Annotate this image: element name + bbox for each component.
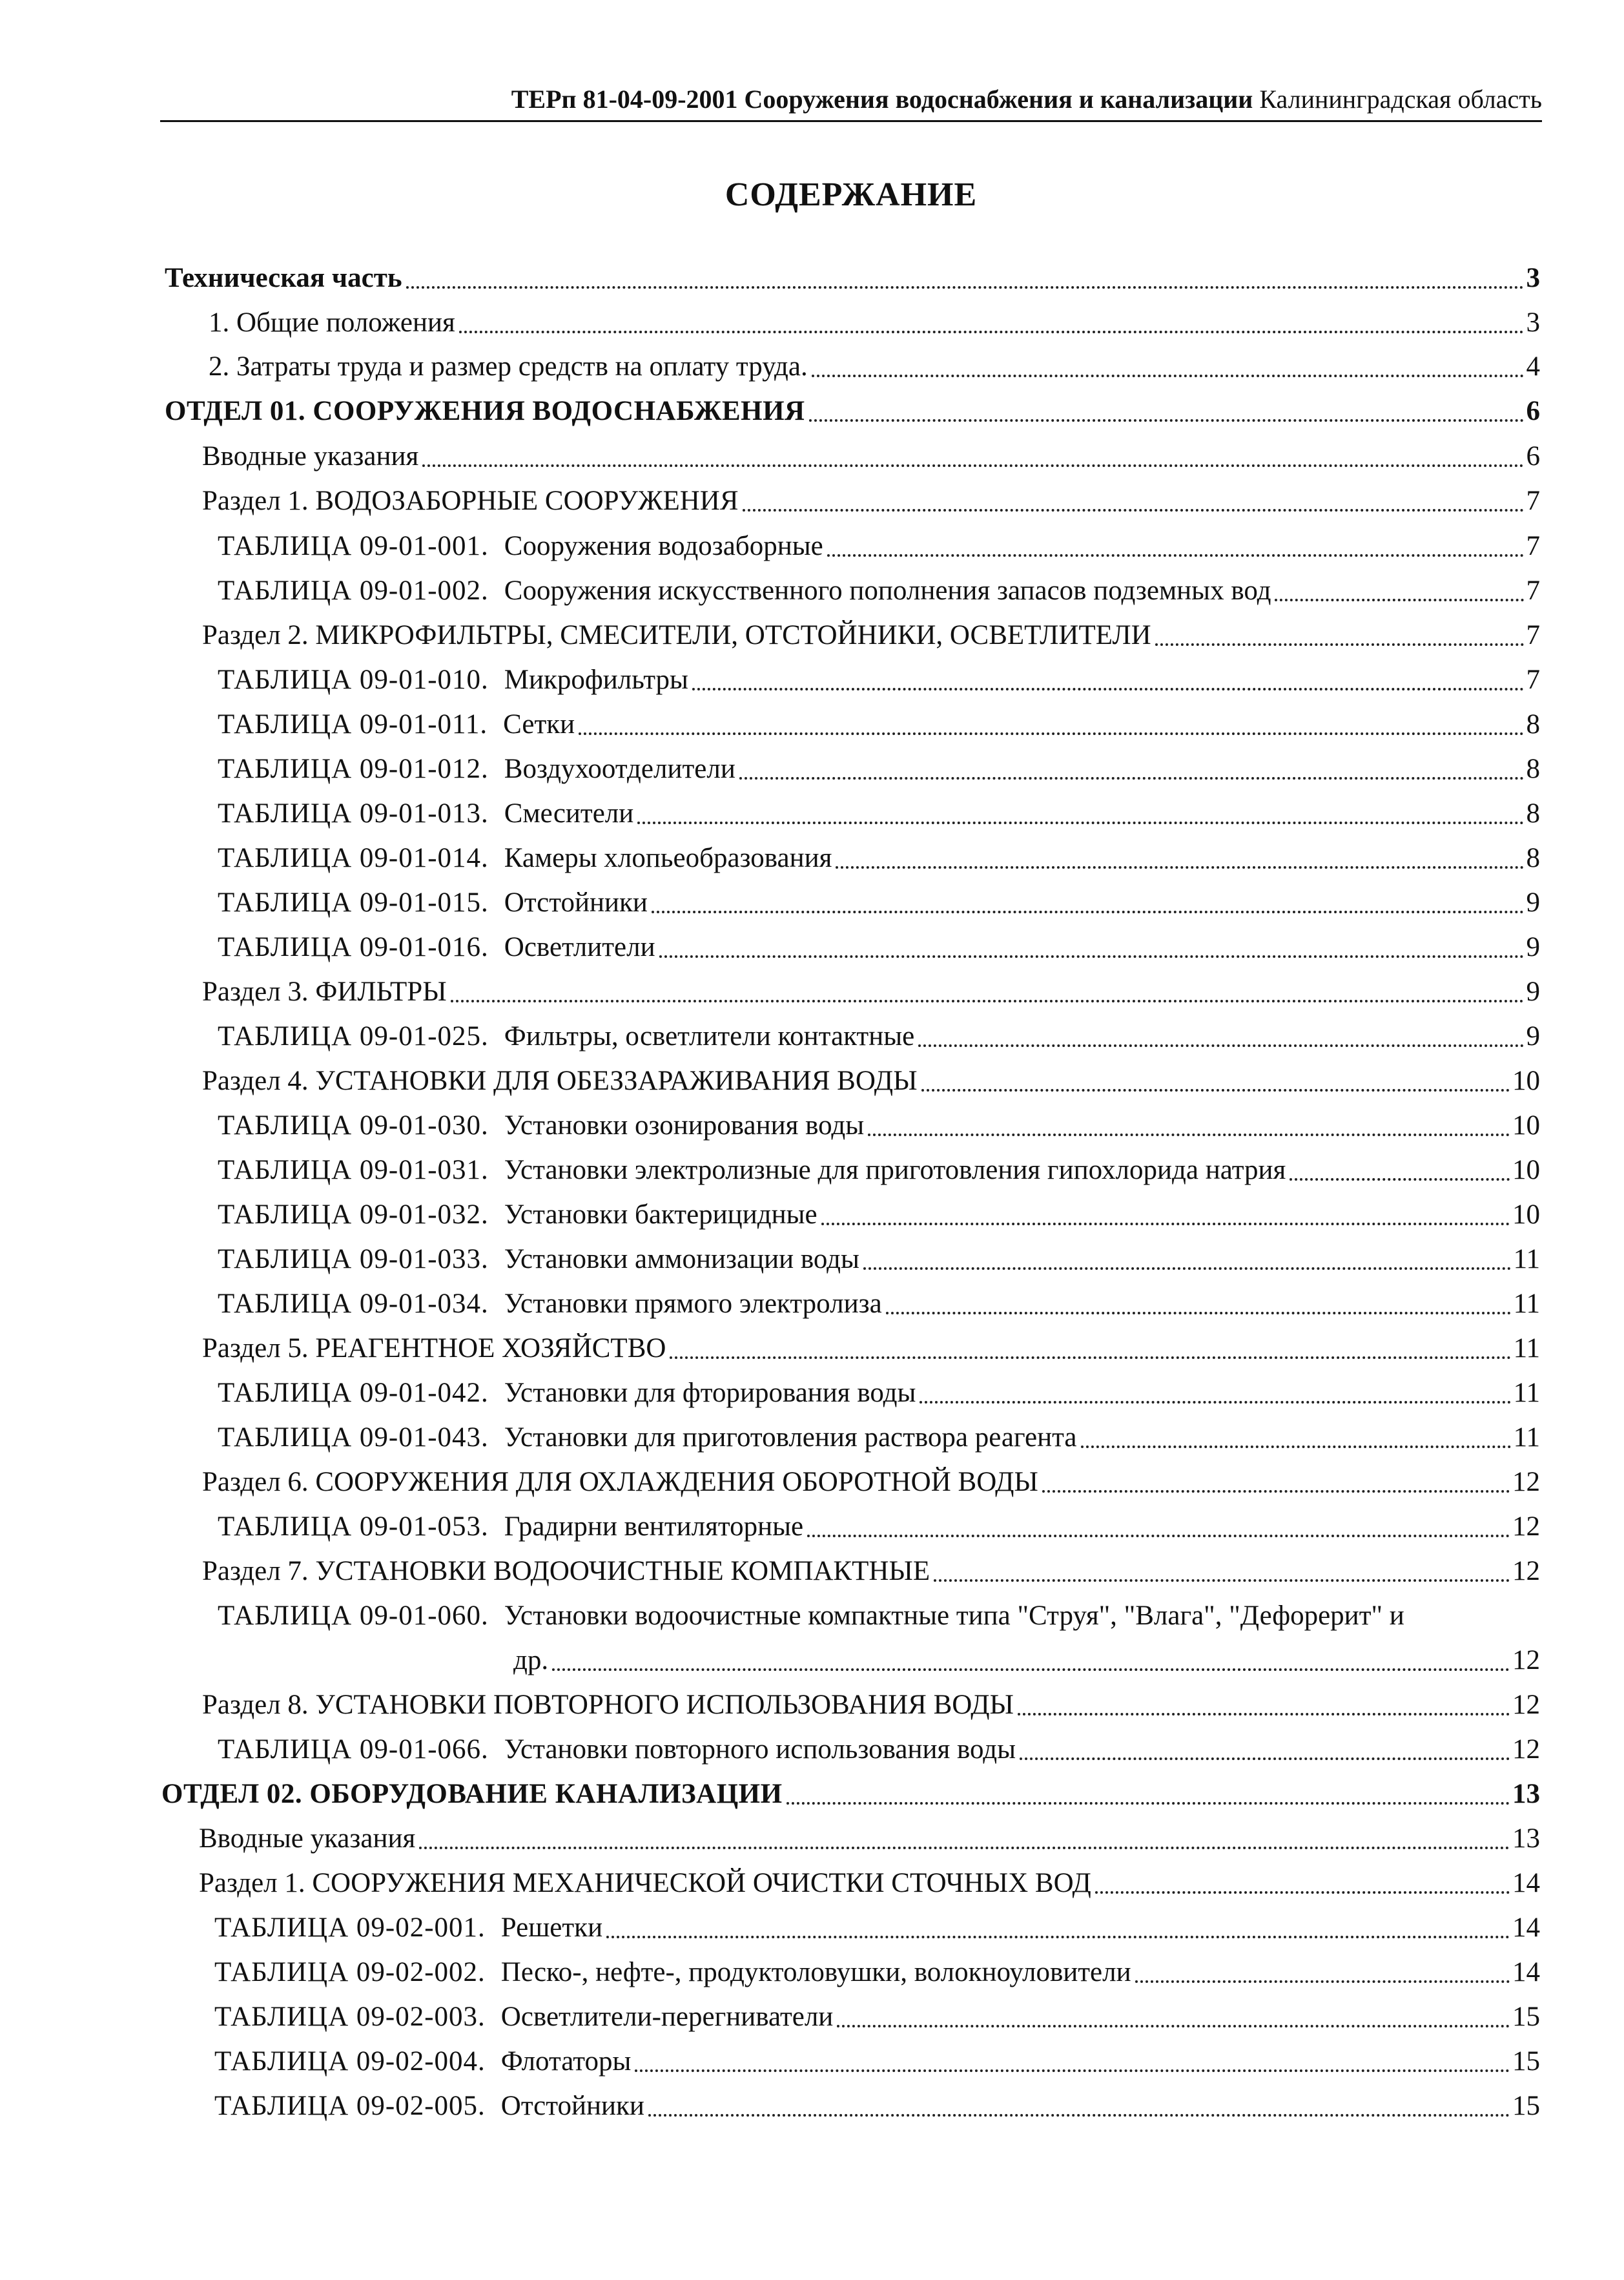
toc-entry[interactable]: [202, 439, 1540, 476]
toc-entry-code: ТАБЛИЦА 09-01-013.: [218, 798, 489, 829]
dot-leader: [648, 2114, 1510, 2117]
toc-entry-table[interactable]: [214, 1999, 1540, 2036]
dot-leader: [827, 554, 1524, 557]
toc-entry-page: 11: [1513, 1333, 1540, 1363]
toc-entry-table[interactable]: [218, 1509, 1540, 1546]
dot-leader: [1290, 1178, 1510, 1181]
toc-entry-department-01[interactable]: [165, 393, 1540, 431]
toc-entry-label: Градирни вентиляторные: [504, 1511, 804, 1542]
dot-leader: [920, 1401, 1510, 1404]
dot-leader: [1155, 643, 1524, 646]
toc-entry-page: 4: [1526, 351, 1540, 382]
dot-leader: [868, 1134, 1510, 1136]
toc-entry-label: Раздел 5. РЕАГЕНТНОЕ ХОЗЯЙСТВО: [202, 1333, 666, 1363]
toc-entry-table[interactable]: [218, 1152, 1540, 1190]
toc-entry-label: Микрофильтры: [504, 665, 688, 695]
toc-entry-code: ТАБЛИЦА 09-01-030.: [218, 1110, 489, 1141]
toc-entry-section[interactable]: [202, 483, 1540, 521]
toc-entry-label-continuation: др.: [513, 1645, 549, 1675]
toc-entry-code: ТАБЛИЦА 09-01-034.: [218, 1289, 489, 1319]
toc-entry-page: 15: [1512, 2046, 1540, 2077]
dot-leader: [934, 1579, 1510, 1582]
dot-leader: [606, 1936, 1510, 1938]
toc-entry-code: ТАБЛИЦА 09-02-004.: [214, 2046, 486, 2077]
toc-entry-label: Сооружения водозаборные: [504, 531, 823, 561]
toc-entry-label: Камеры хлопьеобразования: [504, 843, 832, 873]
toc-entry-page: 11: [1513, 1244, 1540, 1274]
toc-entry-section[interactable]: [202, 1687, 1540, 1725]
toc-entry-page: 7: [1526, 531, 1540, 561]
toc-entry-page: 14: [1512, 1868, 1540, 1898]
toc-entry-code: ТАБЛИЦА 09-01-031.: [218, 1155, 489, 1185]
toc-entry-label: Вводные указания: [202, 441, 419, 472]
toc-entry-table[interactable]: [218, 1420, 1540, 1457]
header-code-title: ТЕРп 81-04-09-2001 Сооружения водоснабжения и канализации: [511, 85, 1253, 114]
toc-entry-label: Раздел 8. УСТАНОВКИ ПОВТОРНОГО ИСПОЛЬЗОВАНИЯ ВОДЫ: [202, 1690, 1014, 1720]
toc-entry-page: 9: [1526, 887, 1540, 918]
toc-entry-page: 8: [1526, 798, 1540, 829]
toc-entry-label: Решетки: [500, 1912, 603, 1943]
toc-entry-label: Отстойники: [500, 2091, 644, 2121]
toc-entry-page: 11: [1513, 1289, 1540, 1319]
dot-leader: [579, 732, 1523, 735]
toc-entry-table[interactable]: [214, 2044, 1540, 2081]
toc-entry-page: 13: [1512, 1779, 1540, 1809]
toc-entry-label: Раздел 1. ВОДОЗАБОРНЫЕ СООРУЖЕНИЯ: [202, 486, 739, 516]
toc-entry-label: Фильтры, осветлители контактные: [504, 1021, 915, 1052]
dot-leader: [1020, 1757, 1510, 1760]
dot-leader: [921, 1089, 1510, 1092]
toc-entry-page: 9: [1526, 1021, 1540, 1052]
dot-leader: [406, 286, 1524, 289]
toc-entry-page: 10: [1512, 1155, 1540, 1185]
dot-leader: [807, 1535, 1510, 1537]
toc-entry-label: Установки водоочистные компактные типа "Струя", "Влага", "Дефорерит" и: [504, 1601, 1404, 1631]
toc-entry-code: ТАБЛИЦА 09-01-012.: [218, 754, 489, 784]
dot-leader: [652, 911, 1524, 913]
dot-leader: [821, 1223, 1510, 1225]
dot-leader: [809, 419, 1524, 422]
toc-entry-page: 8: [1526, 709, 1540, 740]
dot-leader: [552, 1668, 1510, 1671]
toc-entry-page: 14: [1512, 1912, 1540, 1943]
toc-entry-table[interactable]: [214, 2088, 1540, 2126]
dot-leader: [659, 955, 1524, 958]
toc-entry-page: 7: [1526, 620, 1540, 650]
toc-entry-code: ТАБЛИЦА 09-01-016.: [218, 932, 489, 962]
toc-entry-label: ОТДЕЛ 02. ОБОРУДОВАНИЕ КАНАЛИЗАЦИИ: [161, 1779, 783, 1809]
toc-entry-page: 3: [1526, 263, 1540, 293]
toc-entry-section[interactable]: [202, 1464, 1540, 1502]
toc-entry-label: Раздел 2. МИКРОФИЛЬТРЫ, СМЕСИТЕЛИ, ОТСТОЙНИКИ, ОСВЕТЛИТЕЛИ: [202, 620, 1151, 650]
toc-entry-label: Воздухоотделители: [504, 754, 735, 784]
toc-entry-label: Осветлители: [504, 932, 655, 962]
toc-entry-code: ТАБЛИЦА 09-01-060.: [218, 1601, 489, 1631]
toc-entry-label: Смесители: [504, 798, 634, 829]
dot-leader: [743, 509, 1524, 512]
toc-entry[interactable]: [199, 1821, 1540, 1858]
toc-entry-page: 12: [1512, 1511, 1540, 1542]
toc-entry-page: 9: [1526, 977, 1540, 1007]
toc-entry-table[interactable]: [218, 1598, 1540, 1635]
toc-entry-table[interactable]: [218, 796, 1540, 833]
toc-entry-code: ТАБЛИЦА 09-02-002.: [214, 1957, 486, 1987]
toc-entry-section[interactable]: [202, 617, 1540, 655]
toc-entry-label: Раздел 4. УСТАНОВКИ ДЛЯ ОБЕЗЗАРАЖИВАНИЯ ВОДЫ: [202, 1066, 918, 1096]
toc-entry-code: ТАБЛИЦА 09-01-010.: [218, 665, 489, 695]
toc-entry-label: Сооружения искусственного пополнения запасов подземных вод: [504, 575, 1271, 606]
dot-leader: [863, 1267, 1511, 1270]
dot-leader: [1042, 1490, 1510, 1493]
dot-leader: [1081, 1446, 1511, 1448]
toc-entry-table[interactable]: [218, 751, 1540, 789]
toc-entry-department-02[interactable]: [161, 1776, 1540, 1814]
dot-leader: [422, 464, 1523, 467]
toc-entry-label: Установки озонирования воды: [504, 1110, 865, 1141]
toc-entry-page: 10: [1512, 1066, 1540, 1096]
toc-entry-code: ТАБЛИЦА 09-01-002.: [218, 575, 489, 606]
toc-entry-table[interactable]: [218, 1019, 1540, 1056]
toc-entry-page: 12: [1512, 1690, 1540, 1720]
dot-leader: [670, 1356, 1510, 1359]
toc-entry-label: ОТДЕЛ 01. СООРУЖЕНИЯ ВОДОСНАБЖЕНИЯ: [165, 396, 805, 426]
toc-entry-label: Установки бактерицидные: [504, 1199, 817, 1230]
toc-entry-code: ТАБЛИЦА 09-01-015.: [218, 887, 489, 918]
dot-leader: [836, 866, 1523, 869]
dot-leader: [637, 822, 1523, 824]
running-header: [160, 83, 1542, 116]
toc-entry-section[interactable]: [202, 1063, 1540, 1101]
toc-entry-page: 13: [1512, 1823, 1540, 1854]
toc-entry-section[interactable]: [202, 974, 1540, 1011]
toc-entry-section[interactable]: [199, 1865, 1540, 1903]
toc-entry-label: Сетки: [503, 709, 575, 740]
dot-leader: [1095, 1891, 1510, 1894]
toc-entry-page: 12: [1512, 1645, 1540, 1675]
header-region: Калининградская область: [1259, 85, 1542, 114]
toc-entry-page: 14: [1512, 1957, 1540, 1987]
toc-entry-code: ТАБЛИЦА 09-02-005.: [214, 2091, 486, 2121]
toc-entry-label: 2. Затраты труда и размер средств на оплату труда.: [209, 351, 808, 382]
toc-entry-page: 12: [1512, 1734, 1540, 1765]
toc-entry-label: Установки прямого электролиза: [504, 1289, 882, 1319]
toc-entry-page: 10: [1512, 1110, 1540, 1141]
toc-entry-section[interactable]: [202, 1331, 1540, 1368]
toc-entry-table[interactable]: [218, 885, 1540, 922]
toc-entry-code: ТАБЛИЦА 09-01-001.: [218, 531, 489, 561]
toc-entry-page: 10: [1512, 1199, 1540, 1230]
toc-entry-label: Установки электролизные для приготовления гипохлорида натрия: [504, 1155, 1286, 1185]
page-title: СОДЕРЖАНИЕ: [725, 176, 978, 213]
toc-entry-table[interactable]: [218, 929, 1540, 967]
dot-leader: [886, 1312, 1511, 1314]
toc-entry-label: Раздел 3. ФИЛЬТРЫ: [202, 977, 447, 1007]
toc-entry-label: Установки для приготовления раствора реагента: [504, 1422, 1077, 1453]
dot-leader: [812, 375, 1524, 377]
toc-entry-page: 6: [1526, 396, 1540, 426]
toc-entry-code: ТАБЛИЦА 09-01-043.: [218, 1422, 489, 1453]
toc-entry-continuation[interactable]: [513, 1643, 1540, 1680]
toc-entry-code: ТАБЛИЦА 09-01-025.: [218, 1021, 489, 1052]
toc-entry-table[interactable]: [218, 528, 1540, 566]
toc-entry-label: Флотаторы: [500, 2046, 632, 2077]
toc-entry-technical-part[interactable]: [165, 260, 1540, 298]
toc-entry-page: 11: [1513, 1422, 1540, 1453]
toc-entry-code: ТАБЛИЦА 09-01-032.: [218, 1199, 489, 1230]
toc-entry-table[interactable]: [218, 1197, 1540, 1234]
toc-entry-page: 8: [1526, 843, 1540, 873]
toc-entry-page: 7: [1526, 665, 1540, 695]
dot-leader: [635, 2069, 1510, 2072]
toc-entry-label: Вводные указания: [199, 1823, 416, 1854]
toc-entry-table[interactable]: [218, 1375, 1540, 1413]
toc-entry-page: 6: [1526, 441, 1540, 472]
toc-entry-code: ТАБЛИЦА 09-01-033.: [218, 1244, 489, 1274]
toc-entry-page: 9: [1526, 932, 1540, 962]
toc-entry-table[interactable]: [218, 840, 1540, 878]
dot-leader: [459, 331, 1524, 333]
toc-entry-page: 12: [1512, 1556, 1540, 1586]
toc-entry-label: Техническая часть: [165, 263, 402, 293]
dot-leader: [739, 777, 1524, 780]
dot-leader: [1135, 1980, 1510, 1983]
toc-entry-page: 8: [1526, 754, 1540, 784]
toc-entry-label: Раздел 7. УСТАНОВКИ ВОДООЧИСТНЫЕ КОМПАКТНЫЕ: [202, 1556, 930, 1586]
dot-leader: [837, 2025, 1510, 2027]
dot-leader: [918, 1044, 1523, 1047]
toc-entry-label: 1. Общие положения: [209, 307, 455, 338]
toc-entry-label: Раздел 6. СООРУЖЕНИЯ ДЛЯ ОХЛАЖДЕНИЯ ОБОРОТНОЙ ВОДЫ: [202, 1467, 1038, 1497]
toc-entry-table[interactable]: [214, 1910, 1540, 1947]
header-rule: [160, 120, 1542, 122]
toc-entry-code: ТАБЛИЦА 09-01-053.: [218, 1511, 489, 1542]
toc-entry-table[interactable]: [218, 1286, 1540, 1323]
toc-entry-label: Раздел 1. СООРУЖЕНИЯ МЕХАНИЧЕСКОЙ ОЧИСТКИ СТОЧНЫХ ВОД: [199, 1868, 1091, 1898]
toc-entry-page: 3: [1526, 307, 1540, 338]
toc-entry-table[interactable]: [214, 1954, 1540, 1992]
toc-entry-code: ТАБЛИЦА 09-02-003.: [214, 2002, 486, 2032]
toc-entry-label: Установки повторного использования воды: [504, 1734, 1016, 1765]
toc-entry-table[interactable]: [218, 573, 1540, 610]
toc-entry-code: ТАБЛИЦА 09-01-011.: [218, 709, 488, 740]
toc-entry-code: ТАБЛИЦА 09-01-066.: [218, 1734, 489, 1765]
toc-entry-table[interactable]: [218, 1732, 1540, 1769]
dot-leader: [786, 1802, 1510, 1805]
dot-leader: [692, 688, 1524, 690]
toc-entry[interactable]: [209, 349, 1540, 386]
toc-entry-page: 15: [1512, 2002, 1540, 2032]
toc-entry-table[interactable]: [218, 1108, 1540, 1145]
dot-leader: [1275, 599, 1523, 601]
toc-entry-page: 15: [1512, 2091, 1540, 2121]
toc-entry-label: Песко-, нефте-, продуктоловушки, волокноуловители: [500, 1957, 1131, 1987]
toc-entry-table[interactable]: [218, 662, 1540, 700]
toc-entry-page: 11: [1513, 1378, 1540, 1408]
toc-entry-label: Установки для фторирования воды: [504, 1378, 916, 1408]
toc-entry-code: ТАБЛИЦА 09-02-001.: [214, 1912, 486, 1943]
toc-entry-code: ТАБЛИЦА 09-01-042.: [218, 1378, 489, 1408]
toc-entry-label: Установки аммонизации воды: [504, 1244, 859, 1274]
toc-entry-table[interactable]: [218, 1241, 1540, 1279]
dot-leader: [1018, 1713, 1510, 1715]
toc-entry-page: 7: [1526, 575, 1540, 606]
toc-entry-table[interactable]: [218, 707, 1540, 744]
toc-entry-page: 12: [1512, 1467, 1540, 1497]
dot-leader: [451, 1000, 1524, 1002]
toc-entry[interactable]: [209, 305, 1540, 342]
toc-entry-section[interactable]: [202, 1553, 1540, 1591]
dot-leader: [419, 1847, 1510, 1849]
toc-entry-label: Отстойники: [504, 887, 648, 918]
toc-entry-page: 7: [1526, 486, 1540, 516]
toc-entry-label: Осветлители-перегниватели: [500, 2002, 834, 2032]
toc-entry-code: ТАБЛИЦА 09-01-014.: [218, 843, 489, 873]
